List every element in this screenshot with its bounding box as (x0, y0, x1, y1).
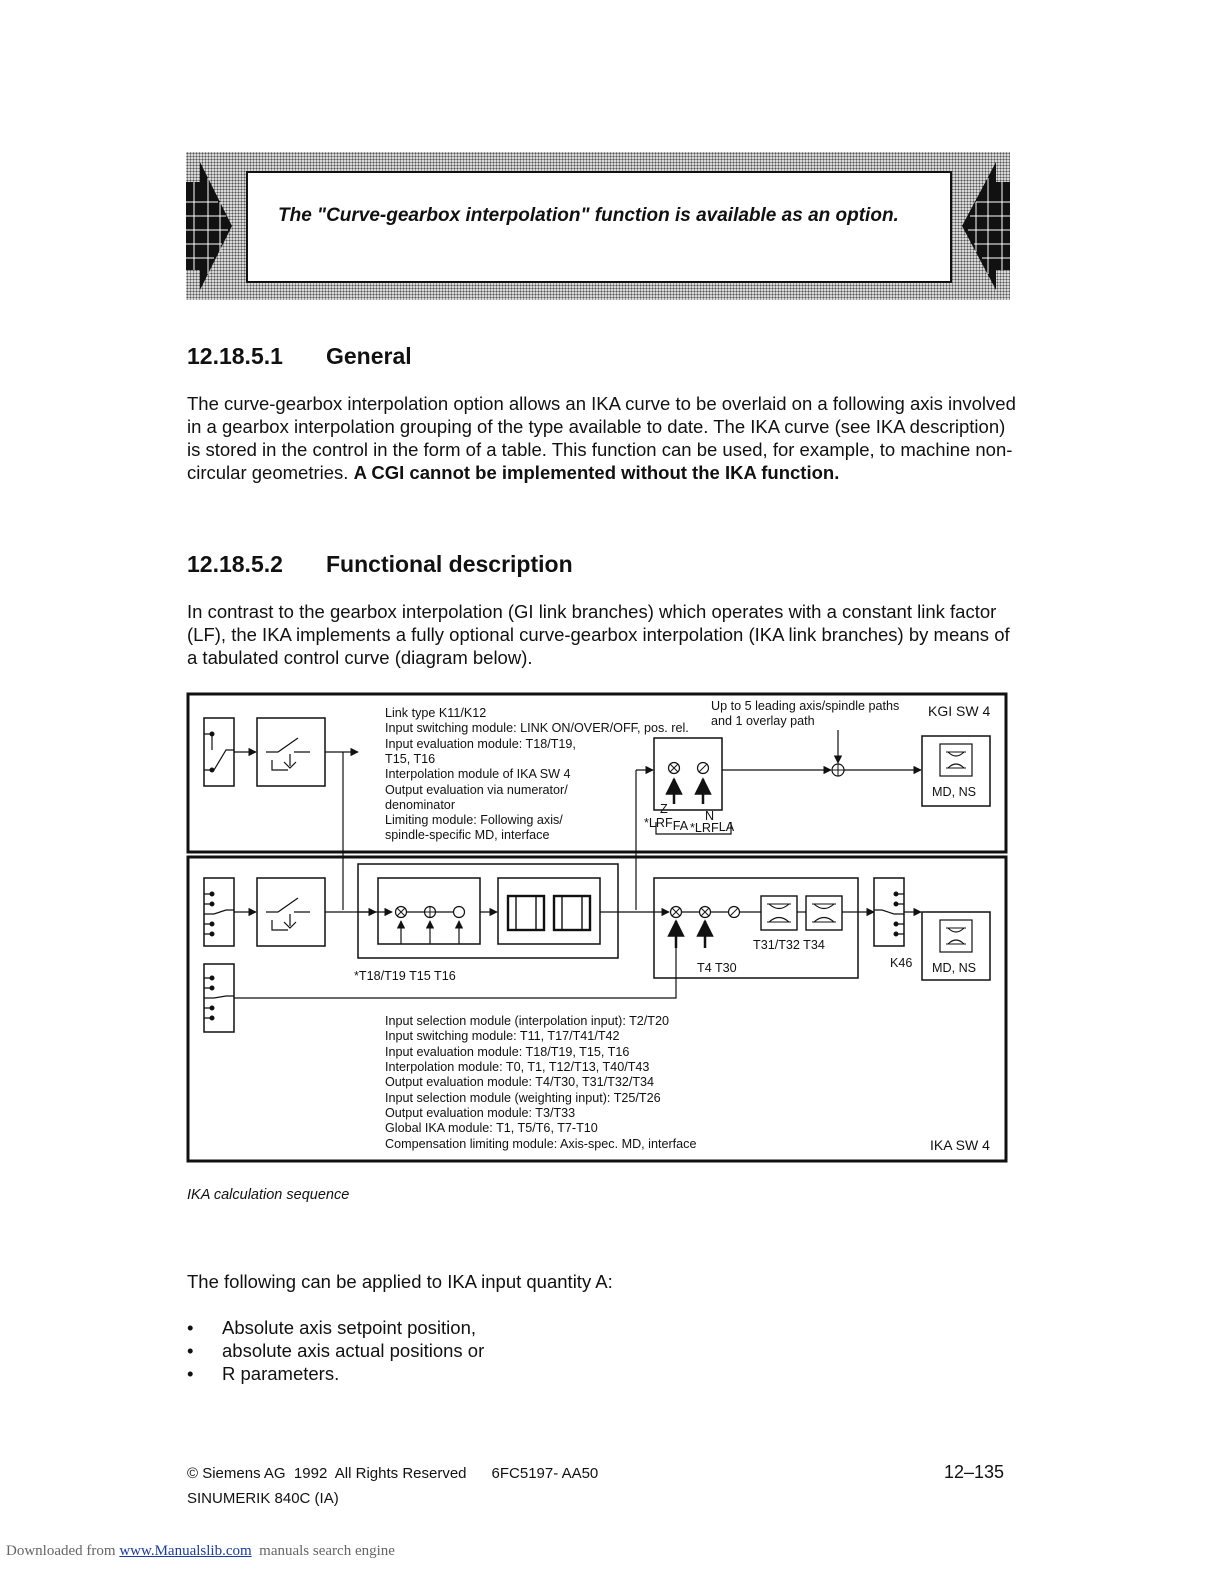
functional-paragraph: In contrast to the gearbox interpolation (GI link branches) which operates with a constant link factor (LF), the IKA implements a fully optional curve-gearbox interpolation (IKA link branches) by means of a tabulated control curve (diagram below). (187, 601, 1010, 668)
kgi-label: KGI SW 4 (928, 703, 991, 719)
top-md-ns-label: MD, NS (932, 785, 977, 799)
section-functional-number: 12.18.5.2 (187, 551, 283, 577)
list-item: • R parameters. (187, 1363, 340, 1384)
banner-left-arrow-icon (186, 162, 236, 290)
bullet-icon: • (187, 1363, 194, 1384)
banner-right-arrow-icon (958, 162, 1010, 290)
bottom-line-6: Output evaluation module: T3/T33 (385, 1106, 576, 1120)
bottom-line-0: Input selection module (interpolation input): T2/T20 (385, 1014, 669, 1028)
input-quantity-list (187, 1316, 484, 1385)
top-line-2: Input evaluation module: T18/T19, (385, 737, 576, 751)
t4-t30-label: T4 T30 (697, 961, 737, 975)
ika-calculation-diagram (186, 692, 1010, 1166)
footer-product: SINUMERIK 840C (IA) (187, 1490, 339, 1507)
bottom-line-2: Input evaluation module: T18/T19, T15, T16 (385, 1045, 630, 1059)
leading-note-2: and 1 overlay path (711, 714, 815, 728)
page-number: 12–135 (944, 1462, 1005, 1482)
section-functional-title: Functional description (326, 551, 573, 577)
manualslib-link[interactable]: www.Manualslib.com (119, 1543, 252, 1559)
top-line-7: Limiting module: Following axis/ (385, 813, 563, 827)
bottom-line-4: Output evaluation module: T4/T30, T31/T32/T34 (385, 1075, 655, 1089)
lrfla-label: *LRFLA (690, 820, 735, 835)
top-line-5: Output evaluation via numerator/ (385, 783, 568, 797)
bottom-line-1: Input switching module: T11, T17/T41/T42 (385, 1029, 620, 1043)
general-paragraph: The curve-gearbox interpolation option allows an IKA curve to be overlaid on a following axis involved in a gearbox interpolation grouping of the type available to date. The IKA curve (see IKA description) is stored in the control in the form of a table. This function can be used, for example, to machine non-circular geometries. A CGI cannot be implemented without the IKA function. (187, 393, 1016, 483)
section-general-number: 12.18.5.1 (187, 343, 283, 369)
leading-note-1: Up to 5 leading axis/spindle paths (711, 699, 900, 713)
ika-label: IKA SW 4 (930, 1137, 990, 1153)
banner-message: The "Curve-gearbox interpolation" function is available as an option. (278, 205, 899, 226)
lrffa-label: *LRFFA (644, 816, 689, 833)
k46-label: K46 (890, 956, 913, 970)
after-text: The following can be applied to IKA input quantity A: (187, 1271, 613, 1292)
n-label: N (705, 809, 715, 823)
top-line-3: T15, T16 (385, 752, 436, 766)
figure-caption: IKA calculation sequence (187, 1187, 350, 1203)
list-item: • absolute axis actual positions or (187, 1340, 485, 1361)
section-general-title: General (326, 343, 412, 369)
t31-t34-label: T31/T32 T34 (753, 938, 825, 952)
banner-message-box (246, 171, 952, 283)
bullet-icon: • (187, 1317, 194, 1338)
top-line-0: Link type K11/K12 (385, 706, 487, 720)
z-label: Z (660, 802, 668, 816)
top-line-8: spindle-specific MD, interface (385, 828, 550, 842)
bottom-line-3: Interpolation module: T0, T1, T12/T13, T40/T43 (385, 1060, 650, 1074)
download-footer: Downloaded from www.Manualslib.com manuals search engine (6, 1543, 395, 1559)
general-paragraph-emphasis: A CGI cannot be implemented without the IKA function. (353, 462, 840, 483)
bottom-line-7: Global IKA module: T1, T5/T6, T7-T10 (385, 1121, 598, 1135)
top-line-4: Interpolation module of IKA SW 4 (385, 767, 571, 781)
bottom-line-5: Input selection module (weighting input): T25/T26 (385, 1091, 661, 1105)
bottom-md-ns-label: MD, NS (932, 961, 977, 975)
input-labels: *T18/T19 T15 T16 (354, 969, 456, 983)
top-line-1: Input switching module: LINK ON/OVER/OFF, pos. rel. (385, 721, 689, 735)
footer-copyright: © Siemens AG 1992 All Rights Reserved 6FC5197- AA50 (187, 1465, 599, 1482)
list-item: • Absolute axis setpoint position, (187, 1317, 477, 1338)
top-line-6: denominator (385, 798, 456, 812)
bottom-line-8: Compensation limiting module: Axis-spec. MD, interface (385, 1137, 697, 1151)
bullet-icon: • (187, 1340, 194, 1361)
ika-frame (188, 857, 1006, 1161)
